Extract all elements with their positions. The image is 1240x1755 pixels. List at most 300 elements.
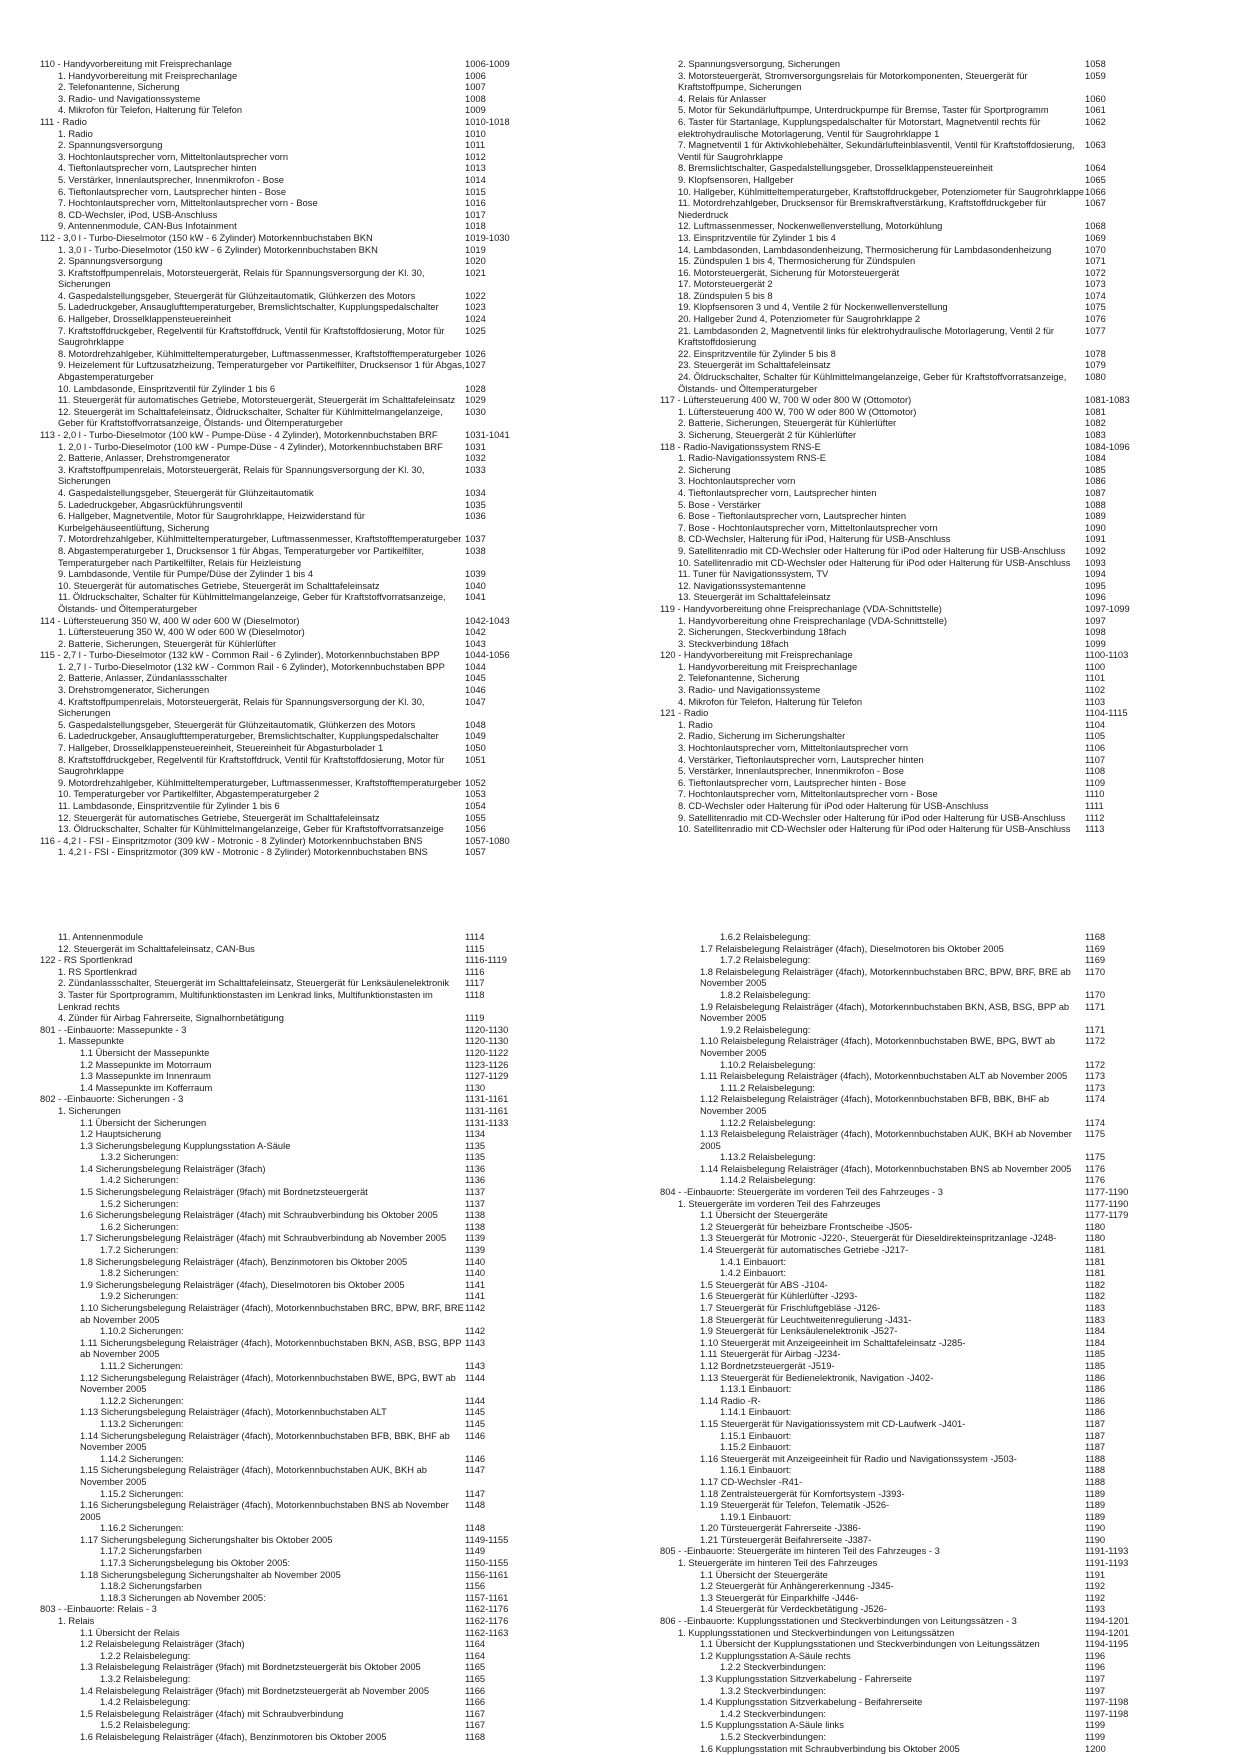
toc-entry-page: 1117 bbox=[465, 978, 485, 989]
toc-entry bbox=[660, 558, 1196, 570]
toc-entry-page: 1069 bbox=[1085, 232, 1106, 243]
toc-entry bbox=[40, 1199, 576, 1211]
toc-entry-title: 111 - Radio bbox=[40, 116, 87, 127]
toc-entry-page: 1080 bbox=[1085, 372, 1106, 383]
toc-entry-title: 1. Sicherungen bbox=[58, 1105, 121, 1116]
toc-entry-page: 1083 bbox=[1085, 430, 1106, 440]
toc-entry-page: 1164 bbox=[465, 1639, 486, 1650]
toc-entry bbox=[660, 117, 1196, 140]
toc-entry-title: 1.11.2 Relaisbelegung: bbox=[720, 1082, 815, 1093]
toc-entry-page: 1062 bbox=[1085, 116, 1106, 127]
toc-entry-page: 1035 bbox=[465, 499, 486, 510]
toc-entry-title: 1.8 Sicherungsbelegung Relaisträger (4fach), Benzinmotoren bis Oktober 2005 bbox=[80, 1256, 408, 1267]
toc-entry-page: 1026 bbox=[465, 348, 486, 359]
toc-entry-page: 1097-1099 bbox=[1085, 603, 1130, 614]
toc-entry-page: 1173 bbox=[1085, 1071, 1106, 1082]
toc-entry-title: 1. Steuergeräte im hinteren Teil des Fahrzeuges bbox=[678, 1558, 878, 1569]
toc-entry-title: 1.9 Relaisbelegung Relaisträger (4fach), Motorkennbuchstaben BKN, ASB, BSG, BPP ab November 2005 bbox=[700, 1001, 1070, 1024]
toc-entry-title: 11. Steuergerät für automatisches Getriebe, Motorsteuergerät, Steuergerät im Schalttafeleinsatz bbox=[58, 395, 456, 406]
toc-entry-page: 1042 bbox=[465, 627, 486, 638]
toc-entry-page: 1120-1122 bbox=[465, 1047, 509, 1058]
toc-entry-title: 1.7 Relaisbelegung Relaisträger (4fach), Dieselmotoren bis Oktober 2005 bbox=[700, 943, 1004, 954]
toc-entry-title: 1.1 Übersicht der Massepunkte bbox=[80, 1047, 210, 1058]
toc-entry bbox=[660, 569, 1196, 581]
toc-entry bbox=[40, 1164, 576, 1176]
toc-entry-page: 1044 bbox=[465, 661, 486, 672]
toc-entry-page: 1186 bbox=[1085, 1372, 1106, 1383]
toc-entry-page: 1075 bbox=[1085, 302, 1106, 313]
toc-entry bbox=[660, 1222, 1196, 1234]
toc-entry bbox=[40, 140, 576, 152]
toc-entry bbox=[40, 546, 576, 569]
toc-entry-title: 1.17 CD-Wechsler -R41- bbox=[700, 1476, 803, 1487]
toc-entry-page: 1200 bbox=[1085, 1743, 1106, 1754]
toc-entry-title: 4. Verstärker, Tieftonlautsprecher vorn, Lautsprecher hinten bbox=[678, 754, 924, 765]
toc-entry-title: 1.18 Zentralsteuergerät für Komfortsystem -J393- bbox=[700, 1488, 905, 1499]
toc-entry-page: 1060 bbox=[1085, 93, 1106, 104]
toc-entry-page: 1187 bbox=[1085, 1418, 1106, 1429]
toc-entry-title: 1.9.2 Relaisbelegung: bbox=[720, 1024, 811, 1035]
toc-entry-title: 1.15.1 Einbauort: bbox=[720, 1430, 792, 1441]
toc-entry-title: 10. Satellitenradio mit CD-Wechsler oder Halterung für iPod oder Halterung für USB-Anschluss bbox=[678, 557, 1071, 568]
toc-entry bbox=[40, 616, 576, 628]
toc-entry-page: 1113 bbox=[1085, 824, 1105, 835]
toc-entry-title: 9. Heizelement für Luftzusatzheizung, Temperaturgeber vor Partikelfilter, Drucksensor 1 für Abgas, Abgastemperaturgeber bbox=[58, 360, 465, 383]
toc-entry-title: 3. Kraftstoffpumpenrelais, Motorsteuergerät, Relais für Spannungsversorgung der Kl. 30, Sicherungen bbox=[58, 267, 425, 290]
toc-entry-page: 1095 bbox=[1085, 580, 1106, 591]
toc-entry bbox=[660, 268, 1196, 280]
toc-entry-title: 1.1 Übersicht der Kupplungsstationen und Steckverbindungen von Leitungssätzen bbox=[700, 1639, 1040, 1650]
toc-entry-page: 1072 bbox=[1085, 267, 1106, 278]
toc-entry-title: 1.3 Massepunkte im Innenraum bbox=[80, 1071, 211, 1082]
toc-entry-title: 1.9.2 Sicherungen: bbox=[100, 1291, 179, 1302]
toc-entry bbox=[660, 1570, 1196, 1582]
toc-entry bbox=[660, 395, 1196, 407]
toc-entry bbox=[660, 418, 1196, 430]
toc-entry-title: 5. Ladedruckgeber, Ansauglufttemperaturgeber, Bremslichtschalter, Kupplungspedalschalter bbox=[58, 302, 439, 313]
toc-entry-page: 1177-1190 bbox=[1085, 1198, 1129, 1209]
toc-entry-page: 1103 bbox=[1085, 696, 1106, 707]
toc-entry-page: 1068 bbox=[1085, 221, 1106, 232]
toc-entry bbox=[40, 944, 576, 956]
toc-entry bbox=[40, 1523, 576, 1535]
toc-entry-page: 1120-1130 bbox=[465, 1024, 509, 1035]
toc-entry bbox=[660, 1315, 1196, 1327]
toc-entry-page: 1051 bbox=[465, 754, 486, 765]
toc-entry bbox=[660, 546, 1196, 558]
toc-entry-page: 1058 bbox=[1085, 59, 1106, 69]
toc-entry-title: 1.18.3 Sicherungen ab November 2005: bbox=[100, 1592, 266, 1603]
toc-entry-page: 1014 bbox=[465, 174, 486, 185]
toc-entry bbox=[40, 1025, 576, 1037]
toc-entry-page: 1018 bbox=[465, 221, 486, 232]
toc-entry-title: 802 - -Einbauorte: Sicherungen - 3 bbox=[40, 1094, 184, 1105]
toc-entry-page: 1143 bbox=[465, 1360, 486, 1371]
toc-entry-title: 18. Zündspulen 5 bis 8 bbox=[678, 290, 773, 301]
toc-entry bbox=[40, 395, 576, 407]
toc-entry bbox=[40, 1071, 576, 1083]
toc-entry-title: 2. Sicherungen, Steckverbindung 18fach bbox=[678, 627, 847, 638]
toc-entry bbox=[660, 1720, 1196, 1732]
toc-entry-title: 3. Drehstromgenerator, Sicherungen bbox=[58, 685, 210, 696]
toc-entry-title: 12. Steuergerät für automatisches Getriebe, Steuergerät im Schalttafeleinsatz bbox=[58, 812, 380, 823]
toc-entry-page: 1079 bbox=[1085, 360, 1106, 371]
toc-entry-title: 1.5.2 Relaisbelegung: bbox=[100, 1720, 191, 1731]
toc-entry-page: 1174 bbox=[1085, 1117, 1106, 1128]
toc-entry-title: 4. Kraftstoffpumpenrelais, Motorsteuergerät, Relais für Spannungsversorgung der Kl. 30, Sicherungen bbox=[58, 696, 425, 719]
toc-entry-title: 116 - 4,2 l - FSI - Einspritzmotor (309 kW - Motronic - 8 Zylinder) Motorkennbuchstaben BNS bbox=[40, 835, 423, 846]
toc-entry-title: 1.5.2 Steckverbindungen: bbox=[720, 1731, 826, 1742]
toc-entry-page: 1063 bbox=[1085, 140, 1106, 151]
toc-entry-title: 8. CD-Wechsler, iPod, USB-Anschluss bbox=[58, 209, 218, 220]
toc-entry-title: 1.2 Steuergerät für beheizbare Frontscheibe -J505- bbox=[700, 1221, 913, 1232]
toc-entry bbox=[660, 1744, 1196, 1755]
toc-entry bbox=[660, 71, 1196, 94]
toc-entry-title: 1. Radio bbox=[678, 719, 713, 730]
toc-entry-title: 15. Zündspulen 1 bis 4, Thermosicherung für Zündspulen bbox=[678, 256, 916, 267]
toc-entry-title: 1.5.2 Sicherungen: bbox=[100, 1198, 179, 1209]
toc-entry bbox=[660, 743, 1196, 755]
toc-entry-title: 1.9 Steuergerät für Lenksäulenelektronik -J527- bbox=[700, 1326, 898, 1337]
toc-entry-title: 1. Steuergeräte im vorderen Teil des Fahrzeuges bbox=[678, 1198, 881, 1209]
toc-entry bbox=[40, 1431, 576, 1454]
toc-entry bbox=[40, 1280, 576, 1292]
toc-entry bbox=[660, 662, 1196, 674]
toc-entry-page: 1192 bbox=[1085, 1581, 1106, 1592]
toc-entry-page: 1011 bbox=[465, 140, 486, 151]
toc-entry-title: 5. Gaspedalstellungsgeber, Steuergerät für Glühzeitautomatik, Glühkerzen des Motors bbox=[58, 719, 416, 730]
toc-entry bbox=[40, 94, 576, 106]
toc-entry bbox=[40, 1720, 576, 1732]
toc-entry-title: 1.7 Sicherungsbelegung Relaisträger (4fach) mit Schraubverbindung ab November 2005 bbox=[80, 1233, 447, 1244]
toc-entry bbox=[40, 639, 576, 651]
toc-entry bbox=[40, 1697, 576, 1709]
toc-entry-page: 1081 bbox=[1085, 406, 1106, 417]
toc-entry-title: 9. Motordrehzahlgeber, Kühlmitteltemperaturgeber, Luftmassenmesser, Kraftstofftemperaturgeber bbox=[58, 777, 462, 788]
toc-entry-title: 1.4 Steuergerät für automatisches Getriebe -J217- bbox=[700, 1245, 909, 1256]
toc-entry-page: 1106 bbox=[1085, 743, 1106, 754]
toc-entry-page: 1049 bbox=[465, 731, 486, 742]
toc-entry-page: 1138 bbox=[465, 1210, 486, 1221]
toc-entry-page: 1055 bbox=[465, 812, 486, 823]
toc-entry-page: 1143 bbox=[465, 1337, 486, 1348]
toc-entry bbox=[660, 1732, 1196, 1744]
toc-entry bbox=[660, 627, 1196, 639]
toc-entry bbox=[40, 1222, 576, 1234]
toc-entry bbox=[660, 1303, 1196, 1315]
toc-entry bbox=[660, 1268, 1196, 1280]
toc-entry-page: 1107 bbox=[1085, 754, 1106, 765]
toc-entry-page: 1044-1056 bbox=[465, 650, 510, 661]
toc-entry-page: 1006 bbox=[465, 70, 486, 81]
toc-entry bbox=[660, 1674, 1196, 1686]
toc-entry-title: 13. Öldruckschalter, Schalter für Kühlmittelmangelanzeige, Geber für Kraftstoffvorratsanzeige bbox=[58, 824, 444, 835]
toc-entry-title: 4. Gaspedalstellungsgeber, Steuergerät für Glühzeitautomatik, Glühkerzen des Motors bbox=[58, 290, 416, 301]
toc-entry-title: 1.3 Kupplungsstation Sitzverkabelung - Fahrerseite bbox=[700, 1674, 912, 1684]
toc-entry-title: 1.4.2 Relaisbelegung: bbox=[100, 1697, 191, 1708]
toc-entry-page: 1167 bbox=[465, 1708, 486, 1719]
toc-entry-title: 1.6 Kupplungsstation mit Schraubverbindung bis Oktober 2005 bbox=[700, 1743, 960, 1754]
toc-entry-title: 4. Tieftonlautsprecher vorn, Lautsprecher hinten bbox=[58, 163, 257, 174]
toc-entry-title: 22. Einspritzventile für Zylinder 5 bis 8 bbox=[678, 348, 836, 359]
toc-column-top-left bbox=[40, 59, 576, 859]
toc-entry bbox=[40, 198, 576, 210]
toc-entry bbox=[40, 1013, 576, 1025]
toc-entry bbox=[660, 1060, 1196, 1072]
toc-entry-title: 7. Magnetventil 1 für Aktivkohlebehälter, Sekundärlufteinblasventil, Ventil für Kraftstoffdosierung, Ventil für Saugrohrklappe bbox=[678, 140, 1075, 162]
toc-entry bbox=[660, 1431, 1196, 1443]
toc-entry-title: 1.14 Relaisbelegung Relaisträger (4fach), Motorkennbuchstaben BNS ab November 2005 bbox=[700, 1163, 1072, 1174]
toc-entry-page: 1032 bbox=[465, 453, 486, 464]
toc-entry-page: 1146 bbox=[465, 1430, 486, 1441]
toc-entry-page: 1010-1018 bbox=[465, 116, 510, 127]
toc-entry bbox=[40, 1106, 576, 1118]
toc-entry bbox=[40, 488, 576, 500]
toc-entry-page: 1173 bbox=[1085, 1082, 1106, 1093]
toc-entry-page: 1099 bbox=[1085, 638, 1106, 649]
toc-entry bbox=[40, 71, 576, 83]
toc-entry-page: 1131-1161 bbox=[465, 1105, 509, 1116]
toc-entry-page: 1194-1195 bbox=[1085, 1639, 1129, 1650]
toc-entry-title: 10. Satellitenradio mit CD-Wechsler oder Halterung für iPod oder Halterung für USB-Anschluss bbox=[678, 824, 1071, 835]
toc-entry bbox=[660, 1326, 1196, 1338]
toc-entry-page: 1199 bbox=[1085, 1731, 1106, 1742]
toc-entry-page: 1038 bbox=[465, 545, 486, 556]
toc-entry-title: 2. Radio, Sicherung im Sicherungshalter bbox=[678, 731, 846, 742]
toc-entry-page: 1037 bbox=[465, 534, 486, 545]
toc-entry-page: 1110 bbox=[1085, 789, 1105, 800]
toc-entry-title: 1.10 Steuergerät mit Anzeigeeinheit im Schalttafeleinsatz -J285- bbox=[700, 1337, 966, 1348]
toc-entry bbox=[40, 1210, 576, 1222]
toc-entry bbox=[40, 1257, 576, 1269]
toc-entry-title: 3. Radio- und Navigationssysteme bbox=[58, 93, 201, 104]
toc-entry bbox=[660, 813, 1196, 825]
toc-entry-title: 1.4 Massepunkte im Kofferraum bbox=[80, 1082, 213, 1093]
toc-entry-title: 1. Relais bbox=[58, 1616, 95, 1627]
toc-entry-title: 12. Navigationssystemantenne bbox=[678, 580, 806, 591]
toc-entry-page: 1166 bbox=[465, 1697, 486, 1708]
toc-entry-page: 1031-1041 bbox=[465, 430, 510, 440]
toc-entry-page: 1007 bbox=[465, 82, 486, 93]
toc-entry bbox=[40, 1500, 576, 1523]
toc-entry-title: 8. Motordrehzahlgeber, Kühlmitteltemperaturgeber, Luftmassenmesser, Kraftstofftemperaturgeber bbox=[58, 348, 462, 359]
toc-entry-title: 122 - RS Sportlenkrad bbox=[40, 955, 133, 966]
toc-entry-page: 1009 bbox=[465, 105, 486, 116]
toc-entry-title: 1.1 Übersicht der Steuergeräte bbox=[700, 1210, 828, 1221]
toc-entry bbox=[660, 1651, 1196, 1663]
toc-entry-title: 1.17 Sicherungsbelegung Sicherungshalter bis Oktober 2005 bbox=[80, 1534, 333, 1545]
toc-entry-title: 1.8.2 Sicherungen: bbox=[100, 1268, 179, 1279]
toc-entry-title: 1.14 Sicherungsbelegung Relaisträger (4fach), Motorkennbuchstaben BFB, BBK, BHF ab November 2005 bbox=[80, 1430, 450, 1453]
toc-entry bbox=[660, 1407, 1196, 1419]
toc-entry-page: 1184 bbox=[1085, 1326, 1106, 1337]
toc-entry-page: 1142 bbox=[465, 1303, 486, 1313]
toc-entry-page: 1169 bbox=[1085, 955, 1106, 966]
toc-entry-title: 1.1 Übersicht der Relais bbox=[80, 1627, 180, 1638]
toc-entry-title: 1.2 Massepunkte im Motorraum bbox=[80, 1059, 212, 1070]
toc-entry bbox=[660, 1233, 1196, 1245]
toc-entry bbox=[660, 766, 1196, 778]
toc-entry-page: 1093 bbox=[1085, 557, 1106, 568]
toc-entry-page: 1027 bbox=[465, 360, 486, 371]
toc-entry-page: 1136 bbox=[465, 1175, 486, 1186]
toc-entry-title: 1.5 Steuergerät für ABS -J104- bbox=[700, 1279, 828, 1290]
toc-entry-page: 1089 bbox=[1085, 511, 1106, 522]
toc-entry-page: 1191-1193 bbox=[1085, 1558, 1129, 1569]
toc-entry bbox=[660, 198, 1196, 221]
toc-entry-title: 1.1 Übersicht der Sicherungen bbox=[80, 1117, 207, 1128]
toc-entry-page: 1065 bbox=[1085, 174, 1106, 185]
toc-entry bbox=[40, 221, 576, 233]
toc-entry-page: 1184 bbox=[1085, 1337, 1106, 1348]
toc-entry-title: 1.15 Steuergerät für Navigationssystem mit CD-Laufwerk -J401- bbox=[700, 1418, 966, 1429]
toc-entry-title: 1.14 Radio -R- bbox=[700, 1395, 761, 1406]
toc-entry-title: 112 - 3,0 l - Turbo-Dieselmotor (150 kW - 6 Zylinder) Motorkennbuchstaben BKN bbox=[40, 232, 373, 243]
toc-entry-page: 1022 bbox=[465, 290, 486, 301]
toc-entry-title: 7. Hallgeber, Drosselklappensteuereinheit, Steuereinheit für Abgasturbolader 1 bbox=[58, 743, 384, 754]
toc-entry-page: 1181 bbox=[1085, 1268, 1106, 1279]
toc-entry bbox=[40, 813, 576, 825]
toc-entry-page: 1189 bbox=[1085, 1488, 1106, 1499]
toc-entry-title: 1.18 Sicherungsbelegung Sicherungshalter ab November 2005 bbox=[80, 1569, 341, 1580]
toc-entry-title: 1.3.2 Steckverbindungen: bbox=[720, 1685, 826, 1696]
toc-entry-page: 1078 bbox=[1085, 348, 1106, 359]
toc-entry-page: 1047 bbox=[465, 696, 486, 707]
toc-entry-title: 115 - 2,7 l - Turbo-Dieselmotor (132 kW - Common Rail - 6 Zylinder), Motorkennbuchstaben BPP bbox=[40, 650, 440, 661]
toc-entry bbox=[40, 1373, 576, 1396]
toc-entry-title: 5. Verstärker, Innenlautsprecher, Innenmikrofon - Bose bbox=[58, 174, 284, 185]
toc-entry bbox=[40, 1546, 576, 1558]
toc-entry-page: 1196 bbox=[1085, 1662, 1106, 1673]
toc-entry-page: 1156 bbox=[465, 1581, 486, 1592]
toc-entry-page: 1175 bbox=[1085, 1152, 1106, 1163]
toc-entry-title: 7. Kraftstoffdruckgeber, Regelventil für Kraftstoffdruck, Ventil für Kraftstoffdosierung, Motor für Saugrohrklappe bbox=[58, 325, 445, 348]
toc-entry-title: 16. Motorsteuergerät, Sicherung für Motorsteuergerät bbox=[678, 267, 900, 278]
toc-entry-title: 10. Steuergerät für automatisches Getriebe, Steuergerät im Schalttafeleinsatz bbox=[58, 580, 380, 591]
toc-entry-page: 1180 bbox=[1085, 1233, 1106, 1244]
toc-entry bbox=[40, 990, 576, 1013]
toc-entry bbox=[660, 1477, 1196, 1489]
toc-entry bbox=[660, 731, 1196, 743]
toc-entry-page: 1059 bbox=[1085, 70, 1106, 81]
toc-entry bbox=[660, 442, 1196, 454]
toc-entry-title: 801 - -Einbauorte: Massepunkte - 3 bbox=[40, 1024, 187, 1035]
toc-entry bbox=[40, 662, 576, 674]
toc-entry-title: 1. 4,2 l - FSI - Einspritzmotor (309 kW - Motronic - 8 Zylinder) Motorkennbuchstaben BNS bbox=[58, 847, 428, 858]
toc-entry bbox=[660, 720, 1196, 732]
toc-entry bbox=[40, 129, 576, 141]
toc-entry-title: 1.2.2 Steckverbindungen: bbox=[720, 1662, 826, 1673]
toc-entry-title: 121 - Radio bbox=[660, 708, 709, 719]
toc-entry-page: 1071 bbox=[1085, 256, 1106, 267]
toc-entry-title: 1.16 Steuergerät mit Anzeigeeinheit für Radio und Navigationssystem -J503- bbox=[700, 1453, 1017, 1464]
toc-entry-page: 1183 bbox=[1085, 1314, 1106, 1325]
toc-entry-title: 21. Lambdasonden 2, Magnetventil links für elektrohydraulische Motorlagerung, Ventil 2 für Kraftstoffdosierung bbox=[678, 325, 1055, 348]
toc-entry bbox=[40, 511, 576, 534]
toc-entry-title: 803 - -Einbauorte: Relais - 3 bbox=[40, 1604, 157, 1615]
toc-entry-title: 24. Öldruckschalter, Schalter für Kühlmittelmangelanzeige, Geber für Kraftstoffvorratsanzeige, Ölstands- und Öltemperaturgeber bbox=[678, 372, 1067, 394]
toc-entry-page: 1008 bbox=[465, 93, 486, 104]
toc-entry bbox=[40, 1094, 576, 1106]
toc-entry bbox=[660, 1500, 1196, 1512]
toc-entry bbox=[660, 476, 1196, 488]
toc-entry-title: 2. Batterie, Anlasser, Drehstromgenerator bbox=[58, 453, 230, 464]
toc-entry-title: 1.6 Steuergerät für Kühlerlüfter -J293- bbox=[700, 1291, 858, 1302]
toc-entry bbox=[660, 326, 1196, 349]
toc-entry-page: 1130 bbox=[465, 1082, 486, 1093]
toc-entry-page: 1131-1133 bbox=[465, 1117, 509, 1128]
toc-entry-page: 1137 bbox=[465, 1187, 486, 1198]
toc-entry bbox=[660, 1465, 1196, 1477]
toc-entry-title: 1.10.2 Sicherungen: bbox=[100, 1326, 184, 1337]
toc-entry bbox=[40, 847, 576, 859]
toc-entry-page: 1066 bbox=[1085, 186, 1106, 197]
toc-entry-page: 1147 bbox=[465, 1488, 486, 1499]
toc-entry bbox=[40, 500, 576, 512]
toc-entry-title: 4. Zünder für Airbag Fahrerseite, Signalhornbetätigung bbox=[58, 1013, 284, 1024]
toc-entry-page: 1061 bbox=[1085, 105, 1106, 116]
toc-entry-title: 9. Satellitenradio mit CD-Wechsler oder Halterung für iPod oder Halterung für USB-Anschluss bbox=[678, 545, 1066, 556]
toc-entry-title: 806 - -Einbauorte: Kupplungsstationen und Steckverbindungen von Leitungssätzen - 3 bbox=[660, 1616, 1017, 1627]
toc-entry-page: 1189 bbox=[1085, 1511, 1106, 1522]
toc-entry-title: 1.19 Steuergerät für Telefon, Telematik -J526- bbox=[700, 1500, 890, 1511]
toc-entry-title: 11. Tuner für Navigationssystem, TV bbox=[678, 569, 829, 580]
toc-entry bbox=[40, 1036, 576, 1048]
toc-entry-title: 13. Steuergerät im Schalttafeleinsatz bbox=[678, 592, 831, 603]
toc-entry-title: 1.16.2 Sicherungen: bbox=[100, 1523, 184, 1534]
toc-entry-page: 1116 bbox=[465, 966, 485, 977]
toc-entry-title: 117 - Lüftersteuerung 400 W, 700 W oder 800 W (Ottomotor) bbox=[660, 395, 912, 406]
toc-entry bbox=[660, 500, 1196, 512]
toc-entry bbox=[660, 1593, 1196, 1605]
toc-entry bbox=[660, 616, 1196, 628]
toc-entry bbox=[40, 1083, 576, 1095]
toc-entry bbox=[660, 778, 1196, 790]
toc-entry bbox=[660, 1442, 1196, 1454]
toc-entry bbox=[40, 1639, 576, 1651]
toc-entry bbox=[660, 1257, 1196, 1269]
toc-entry-title: 1.13 Sicherungsbelegung Relaisträger (4fach), Motorkennbuchstaben ALT bbox=[80, 1407, 387, 1418]
toc-entry-title: 1.4.1 Einbauort: bbox=[720, 1256, 786, 1267]
toc-entry-title: 1. Massepunkte bbox=[58, 1036, 124, 1047]
toc-entry-title: 1.2 Relaisbelegung Relaisträger (3fach) bbox=[80, 1639, 245, 1650]
toc-entry bbox=[660, 302, 1196, 314]
toc-entry bbox=[660, 534, 1196, 546]
toc-entry-page: 1170 bbox=[1085, 989, 1106, 1000]
toc-entry bbox=[660, 650, 1196, 662]
toc-entry bbox=[660, 1639, 1196, 1651]
toc-entry bbox=[40, 1118, 576, 1130]
toc-entry-title: 119 - Handyvorbereitung ohne Freisprechanlage (VDA-Schnittstelle) bbox=[660, 603, 942, 614]
toc-entry-page: 1141 bbox=[465, 1279, 486, 1290]
toc-entry-title: 1.3.2 Relaisbelegung: bbox=[100, 1674, 191, 1684]
toc-entry-page: 1171 bbox=[1085, 1001, 1106, 1012]
toc-entry-title: 8. Bremslichtschalter, Gaspedalstellungsgeber, Drosselklappensteuereinheit bbox=[678, 163, 993, 174]
toc-entry-title: 1.16 Sicherungsbelegung Relaisträger (4fach), Motorkennbuchstaben BNS ab November 2005 bbox=[80, 1500, 449, 1522]
toc-entry bbox=[40, 1291, 576, 1303]
toc-entry bbox=[660, 1523, 1196, 1535]
toc-entry bbox=[660, 1094, 1196, 1117]
toc-entry bbox=[40, 534, 576, 546]
toc-entry bbox=[40, 697, 576, 720]
toc-entry-page: 1028 bbox=[465, 383, 486, 394]
toc-entry bbox=[660, 1454, 1196, 1466]
toc-entry-title: 1. Radio-Navigationssystem RNS-E bbox=[678, 453, 826, 464]
toc-entry bbox=[660, 1604, 1196, 1616]
toc-entry bbox=[40, 360, 576, 383]
toc-entry-title: 1.8 Steuergerät für Leuchtweitenregulierung -J431- bbox=[700, 1314, 912, 1325]
toc-entry-page: 1176 bbox=[1085, 1175, 1106, 1186]
